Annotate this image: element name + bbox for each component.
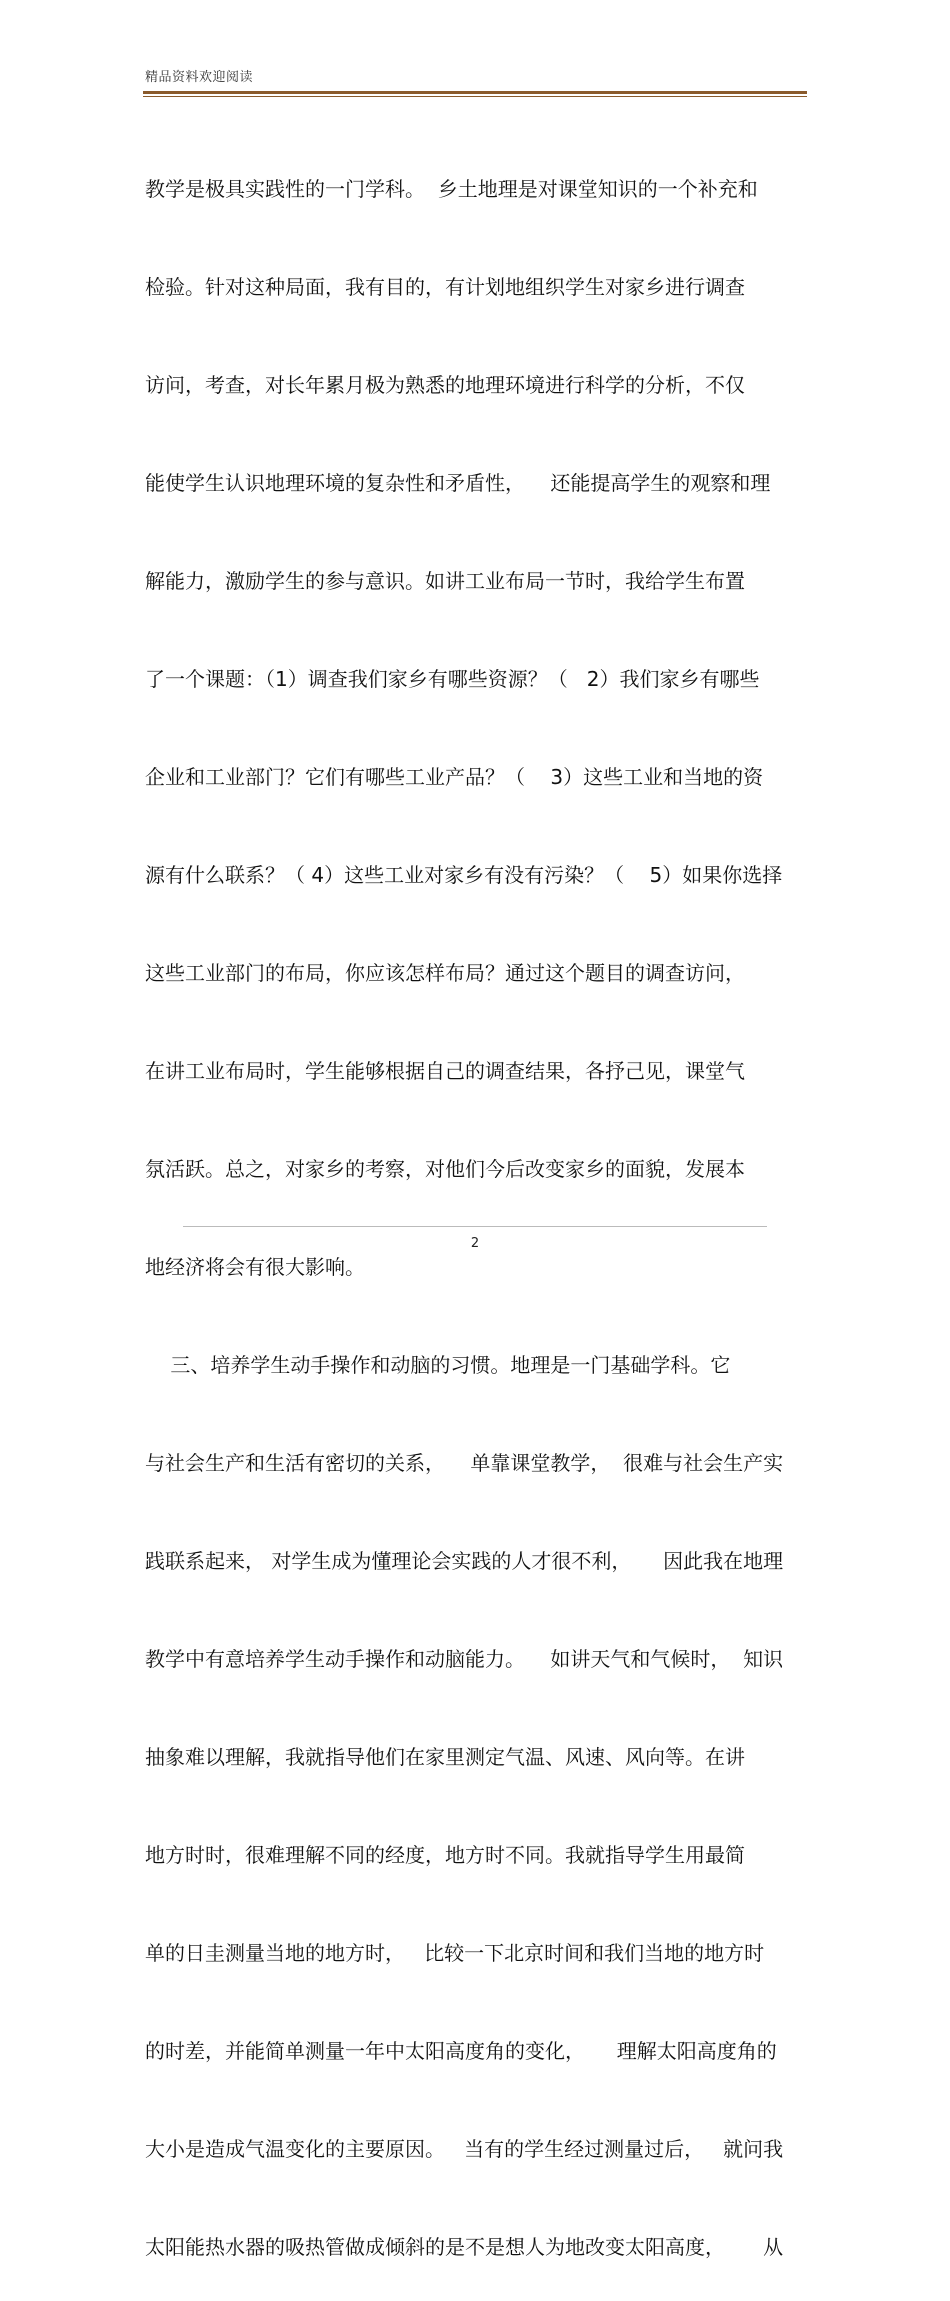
text-line: 这些工业部门的布局，你应该怎样布局？通过这个题目的调查访问， xyxy=(145,961,745,985)
text-line: 三、培养学生动手操作和动脑的习惯。地理是一门基础学科。它 xyxy=(145,1353,731,1377)
text-line: 单的日圭测量当地的地方时， 比较一下北京时间和我们当地的地方时 xyxy=(145,1941,765,1965)
text-line: 的时差，并能简单测量一年中太阳高度角的变化， 理解太阳高度角的 xyxy=(145,2039,777,2063)
text-line: 了一个课题：（1）调查我们家乡有哪些资源？（ 2）我们家乡有哪些 xyxy=(145,667,760,691)
text-line: 太阳能热水器的吸热管做成倾斜的是不是想人为地改变太阳高度， 从 xyxy=(145,2235,784,2259)
page-number: 2 xyxy=(470,1236,480,1251)
text-line: 地经济将会有很大影响。 xyxy=(145,1255,365,1279)
text-line: 检验。针对这种局面，我有目的，有计划地组织学生对家乡进行调查 xyxy=(145,275,745,299)
header-rule-thick xyxy=(143,91,807,94)
text-line: 解能力，激励学生的参与意识。如讲工业布局一节时，我给学生布置 xyxy=(145,569,745,593)
text-line: 企业和工业部门？它们有哪些工业产品？（ 3）这些工业和当地的资 xyxy=(145,765,764,789)
text-line: 地方时时，很难理解不同的经度，地方时不同。我就指导学生用最简 xyxy=(145,1843,745,1867)
text-line: 教学是极具实践性的一门学科。 乡土地理是对课堂知识的一个补充和 xyxy=(145,177,758,201)
text-line: 能使学生认识地理环境的复杂性和矛盾性， 还能提高学生的观察和理 xyxy=(145,471,771,495)
text-line: 访问，考查，对长年累月极为熟悉的地理环境进行科学的分析，不仅 xyxy=(145,373,745,397)
text-line: 抽象难以理解，我就指导他们在家里测定气温、风速、风向等。在讲 xyxy=(145,1745,745,1769)
text-line: 与社会生产和生活有密切的关系， 单靠课堂教学， 很难与社会生产实 xyxy=(145,1451,784,1475)
text-line: 教学中有意培养学生动手操作和动脑能力。 如讲天气和气候时， 知识 xyxy=(145,1647,784,1671)
body-text xyxy=(145,121,807,2301)
header-rule-thin xyxy=(143,96,807,97)
page-header-text: 精品资料欢迎阅读 xyxy=(145,70,254,85)
text-line: 在讲工业布局时，学生能够根据自己的调查结果，各抒己见，课堂气 xyxy=(145,1059,745,1083)
text-line: 践联系起来， 对学生成为懂理论会实践的人才很不利， 因此我在地理 xyxy=(145,1549,784,1573)
text-line: 氛活跃。总之，对家乡的考察，对他们今后改变家乡的面貌，发展本 xyxy=(145,1157,745,1181)
text-line: 源有什么联系？（ 4）这些工业对家乡有没有污染？（ 5）如果你选择 xyxy=(145,863,783,887)
text-line: 大小是造成气温变化的主要原因。 当有的学生经过测量过后， 就问我 xyxy=(145,2137,784,2161)
footer-rule xyxy=(183,1226,767,1227)
